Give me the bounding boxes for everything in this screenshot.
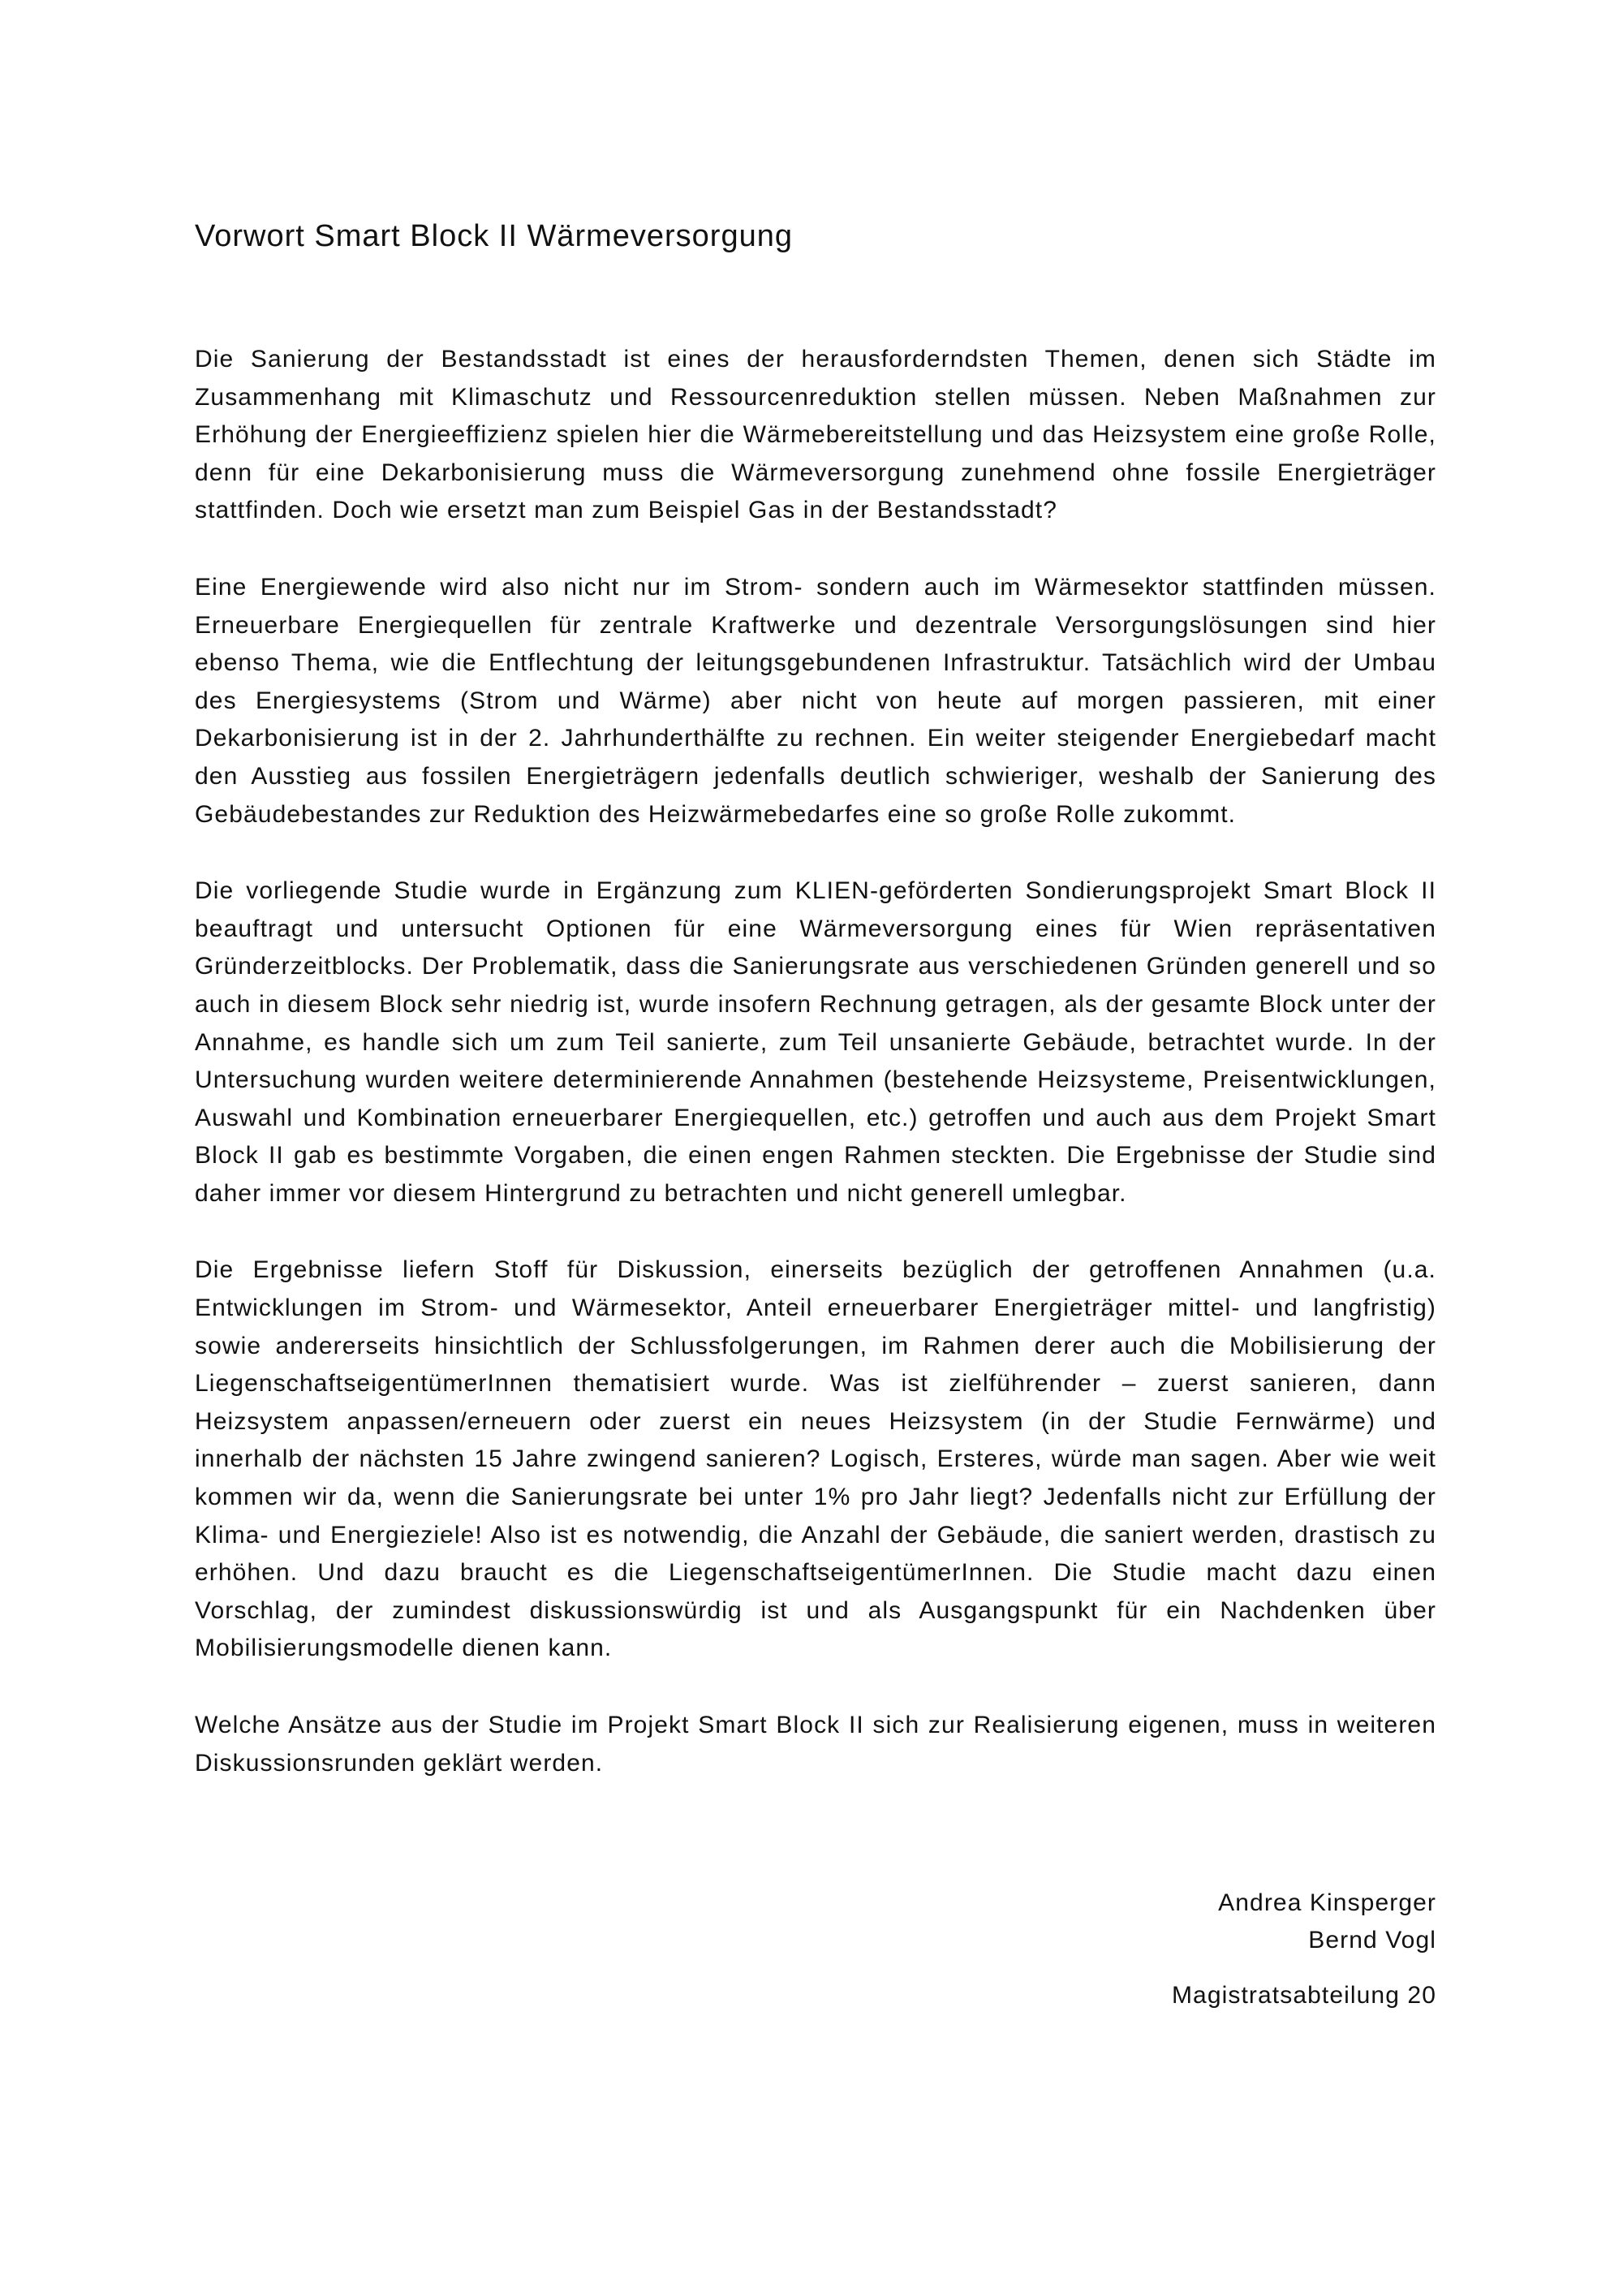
paragraph-4: Die Ergebnisse liefern Stoff für Diskussion, einerseits bezüglich der getroffenen Annahmen (u.a. Entwicklungen im Strom- und Wärmesektor, Anteil erneuerbarer Energieträger mittel- und langfristig) sowie andererseits hinsichtlich der Schlussfolgerungen, im Rahmen derer auch die Mobilisierung der LiegenschaftseigentümerInnen thematisiert wurde. Was ist zielführender – zuerst sanieren, dann Heizsystem anpassen/erneuern oder zuerst ein neues Heizsystem (in der Studie Fernwärme) und innerhalb der nächsten 15 Jahre zwingend sanieren? Logisch, Ersteres, würde man sagen. Aber wie weit kommen wir da, wenn die Sanierungsrate bei unter 1% pro Jahr liegt? Jedenfalls nicht zur Erfüllung der Klima- und Energieziele! Also ist es notwendig, die Anzahl der Gebäude, die saniert werden, drastisch zu erhöhen. Und dazu braucht es die LiegenschaftseigentümerInnen. Die Studie macht dazu einen Vorschlag, der zumindest diskussionswürdig ist und als Ausgangspunkt für ein Nachdenken über Mobilisierungsmodelle dienen kann. xyxy=(195,1256,1436,1662)
paragraph-3: Die vorliegende Studie wurde in Ergänzung zum KLIEN-geförderten Sondierungsprojekt Smart Block II beauftragt und untersucht Optionen für eine Wärmeversorgung eines für Wien repräsentativen Gründerzeitblocks. Der Problematik, dass die Sanierungsrate aus verschiedenen Gründen generell und so auch in diesem Block sehr niedrig ist, wurde insofern Rechnung getragen, als der gesamte Block unter der Annahme, es handle sich um zum Teil sanierte, zum Teil unsanierte Gebäude, betrachtet wurde. In der Untersuchung wurden weitere determinierende Annahmen (bestehende Heizsysteme, Preisentwicklungen, Auswahl und Kombination erneuerbarer Energiequellen, etc.) getroffen und auch aus dem Projekt Smart Block II gab es bestimmte Vorgaben, die einen engen Rahmen steckten. Die Ergebnisse der Studie sind daher immer vor diesem Hintergrund zu betrachten und nicht generell umlegbar. xyxy=(195,877,1436,1207)
document-title: Vorwort Smart Block II Wärmeversorgung xyxy=(195,219,793,253)
signature-name-2: Bernd Vogl xyxy=(1308,1927,1436,1954)
document-body xyxy=(195,341,1436,1782)
signature-department: Magistratsabteilung 20 xyxy=(1171,1982,1436,2009)
paragraph-1: Die Sanierung der Bestandsstadt ist eines der herausforderndsten Themen, denen sich Städte im Zusammenhang mit Klimaschutz und Ressourcenreduktion stellen müssen. Neben Maßnahmen zur Erhöhung der Energieeffizienz spielen hier die Wärmebereitstellung und das Heizsystem eine große Rolle, denn für eine Dekarbonisierung muss die Wärmeversorgung zunehmend ohne fossile Energieträger stattfinden. Doch wie ersetzt man zum Beispiel Gas in der Bestandsstadt? xyxy=(195,346,1436,524)
signature-block xyxy=(1172,1885,1436,2014)
paragraph-5: Welche Ansätze aus der Studie im Projekt Smart Block II sich zur Realisierung eigenen, muss in weiteren Diskussionsrunden geklärt werden. xyxy=(195,1712,1436,1777)
signature-name-1: Andrea Kinsperger xyxy=(1218,1889,1436,1916)
paragraph-2: Eine Energiewende wird also nicht nur im Strom- sondern auch im Wärmesektor stattfinden müssen. Erneuerbare Energiequellen für zentrale Kraftwerke und dezentrale Versorgungslösungen sind hier ebenso Thema, wie die Entflechtung der leitungsgebundenen Infrastruktur. Tatsächlich wird der Umbau des Energiesystems (Strom und Wärme) aber nicht von heute auf morgen passieren, mit einer Dekarbonisierung ist in der 2. Jahrhunderthälfte zu rechnen. Ein weiter steigender Energiebedarf macht den Ausstieg aus fossilen Energieträgern jedenfalls deutlich schwieriger, weshalb der Sanierung des Gebäudebestandes zur Reduktion des Heizwärmebedarfes eine so große Rolle zukommt. xyxy=(195,573,1436,828)
